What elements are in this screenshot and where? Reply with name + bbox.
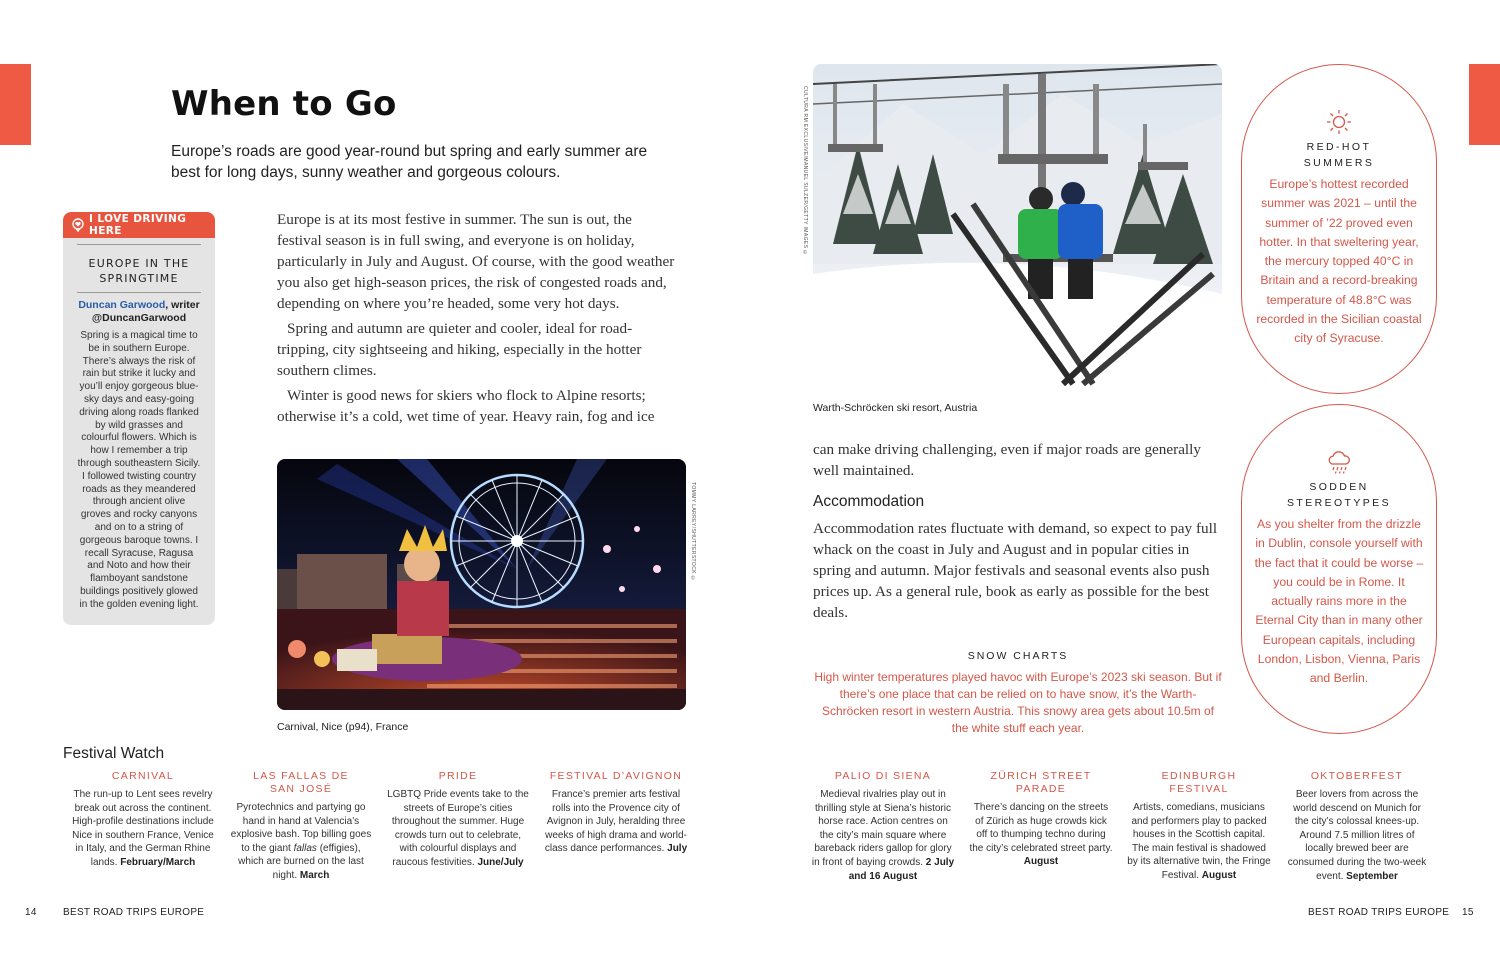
festival-description: Artists, comedians, musicians and performers play to packed houses in the Scottish capital. The main festival is shadowed by its alternative twin, the Fringe Festival. August: [1127, 802, 1271, 881]
body-column-right: [813, 439, 1223, 481]
sun-icon: [1326, 109, 1352, 135]
festival-name: OKTOBERFEST: [1310, 770, 1404, 782]
sidebar-body: Spring is a magical time to be in southern Europe. There’s always the risk of rain but strike it lucky and you’ll enjoy gorgeous blue-sky days and easy-going driving along roads flanked by wild grasses and colourful flowers. Which is how I remember a trip through southeastern Sicily. I followed twisting country roads as they meandered through ancient olive groves and rocky canyons and on to a string of gorgeous baroque towns. I recall Syracuse, Ragusa and Noto and how their flamboyant sandstone buildings positively glowed in the golden evening light.: [77, 330, 201, 610]
body-paragraph: Europe is at its most festive in summer. The sun is out, the festival season is in full swing, and everyone is on holiday, particularly in July and August. Of course, with the good weather you also get high-season prices, the risk of congested roads and, depending on where you’re headed, some very hot days.: [277, 211, 675, 312]
page-number-right: 15: [1462, 907, 1474, 918]
festival-description: Medieval rivalries play out in thrilling style at Siena’s historic horse race. Action centres on the city’s main square where bareback riders gallop for glory in front of baying crowds. 2 July and 16 August: [811, 789, 955, 882]
sidebar-badge-label: I LOVE DRIVING HERE: [89, 213, 187, 237]
page-title: When to Go: [171, 84, 397, 124]
festival-description: There’s dancing on the streets of Zürich as huge crowds kick off to thumping techno during the city’s celebrated street party. August: [969, 802, 1113, 868]
fact-pill-red-hot-summers: [1241, 64, 1437, 394]
snow-charts-heading: SNOW CHARTS: [967, 650, 1069, 662]
ski-lift-photo: [813, 64, 1222, 393]
ski-caption: Warth-Schröcken ski resort, Austria: [813, 402, 978, 414]
carnival-photo: [277, 459, 686, 710]
festival-item-oktoberfest: [1285, 770, 1429, 883]
festival-name: CARNIVAL: [111, 770, 175, 782]
festival-item-las-fallas: [229, 770, 373, 883]
festival-when: February/March: [120, 856, 196, 868]
festival-item-zurich: [969, 770, 1113, 869]
fact-pill-sodden-stereotypes: [1241, 404, 1437, 734]
pill-title: RED-HOT SUMMERS: [1303, 141, 1375, 169]
festival-name: ZÜRICH STREET PARADE: [990, 770, 1092, 795]
festival-name: PRIDE: [438, 770, 478, 782]
festival-description: The run-up to Lent sees revelry break out across the continent. High-profile destinations include Nice in southern France, Venice in Italy, and the German Rhine lands. February/March: [72, 789, 214, 868]
festival-name: LAS FALLAS DE SAN JOSÉ: [253, 770, 349, 795]
running-title-right: BEST ROAD TRIPS EUROPE: [1308, 907, 1450, 918]
carnival-credit: TOMMY LARREY/SHUTTERSTOCK ©: [690, 482, 696, 583]
body-paragraph: Winter is good news for skiers who flock to Alpine resorts; otherwise it’s a cold, wet time of year. Heavy rain, fog and ice: [277, 387, 655, 425]
festival-description: LGBTQ Pride events take to the streets of Europe’s cities throughout the summer. Huge crowds turn out to celebrate, with colourful displays and raucous festivities. June/July: [387, 789, 529, 868]
festival-when: August: [1201, 869, 1237, 881]
festival-when: September: [1346, 870, 1398, 882]
body-paragraph: can make driving challenging, even if major roads are generally well maintained.: [813, 441, 1201, 479]
author-role: , writer: [165, 299, 200, 311]
body-column-left: [277, 209, 677, 427]
pill-text: Europe’s hottest recorded summer was 2021 – until the summer of ’22 proved even hotter. In that sweltering year, the mercury topped 40°C in Britain and a record-breaking temperature of 48.8°C was recorded in the Sicilian coastal city of Syracuse.: [1256, 177, 1422, 346]
running-title-left: BEST ROAD TRIPS EUROPE: [63, 907, 205, 918]
festival-watch-heading: Festival Watch: [63, 745, 165, 762]
accommodation-text: Accommodation rates fluctuate with demand, so expect to pay full whack on the coast in July and August and in popular cities in spring and autumn. Major festivals and seasonal events also push prices up. As a general rule, book as early as possible for the best deals.: [813, 520, 1218, 621]
festival-item-edinburgh: [1127, 770, 1271, 883]
ski-lift-illustration: [813, 64, 1222, 393]
pill-title: SODDEN STEREOTYPES: [1286, 481, 1391, 509]
sidebar-byline: [77, 299, 201, 325]
carnival-illustration: [277, 459, 686, 710]
festival-when: March: [299, 869, 330, 881]
page-number-left: 14: [25, 907, 37, 918]
festival-name: PALIO DI SIENA: [834, 770, 932, 782]
chapter-tab-right: [1469, 64, 1500, 145]
body-paragraph: Spring and autumn are quieter and cooler, ideal for road-tripping, city sightseeing and hiking, especially in the hotter southern climes.: [277, 320, 642, 379]
sidebar-title: EUROPE IN THE SPRINGTIME: [77, 244, 201, 293]
festival-description: Beer lovers from across the world descend on Munich for the city’s colossal knees-up. Around 7.5 million litres of locally brewed beer are consumed during the two-week event. September: [1287, 789, 1427, 882]
author-name: Duncan Garwood: [78, 299, 166, 311]
festival-item-avignon: [544, 770, 688, 856]
carnival-caption: Carnival, Nice (p94), France: [277, 721, 409, 733]
festival-item-palio: [811, 770, 955, 883]
pill-text: As you shelter from the drizzle in Dublin, console yourself with the fact that it could be worse – you could be in Rome. It actually rains more in the Eternal City than in many other European capitals, including London, Lisbon, Vienna, Paris and Berlin.: [1254, 517, 1424, 686]
sidebar-box: [63, 212, 215, 625]
festival-description: France’s premier arts festival rolls into the Provence city of Avignon in July, heralding three weeks of high drama and world-class dance performances. July: [544, 789, 688, 855]
accommodation-heading: Accommodation: [813, 493, 925, 510]
festival-name: FESTIVAL D’AVIGNON: [549, 770, 683, 782]
ski-credit: CULTURA RM EXCLUSIVE/MANUEL SULZER/GETTY IMAGES ©: [802, 86, 808, 257]
festival-when: July: [667, 843, 688, 855]
festival-name: EDINBURGH FESTIVAL: [1161, 770, 1237, 795]
sidebar-badge: [63, 212, 215, 238]
festival-description: Pyrotechnics and partying go hand in hand at Valencia’s explosive bash. Top billing goes to the giant fallas (effigies), which are burned on the last night. March: [230, 802, 372, 881]
rain-cloud-icon: [1326, 449, 1352, 475]
festival-item-carnival: [71, 770, 215, 870]
festival-when: June/July: [477, 856, 524, 868]
festival-when: August: [1023, 856, 1059, 868]
intro-text: Europe’s roads are good year-round but spring and early summer are best for long days, sunny weather and gorgeous colours.: [171, 143, 648, 181]
festival-item-pride: [386, 770, 530, 870]
festival-when: 2 July and 16 August: [848, 856, 955, 882]
heart-pin-icon: [71, 218, 85, 232]
author-handle: @DuncanGarwood: [91, 312, 187, 324]
chapter-tab-left: [0, 64, 31, 145]
snow-charts-text: High winter temperatures played havoc with Europe’s 2023 ski season. But if there’s one place that can be relied on to have snow, it’s the Warth-Schröcken resort in western Austria. This snowy area gets about 10.5m of the white stuff each year.: [814, 670, 1222, 735]
